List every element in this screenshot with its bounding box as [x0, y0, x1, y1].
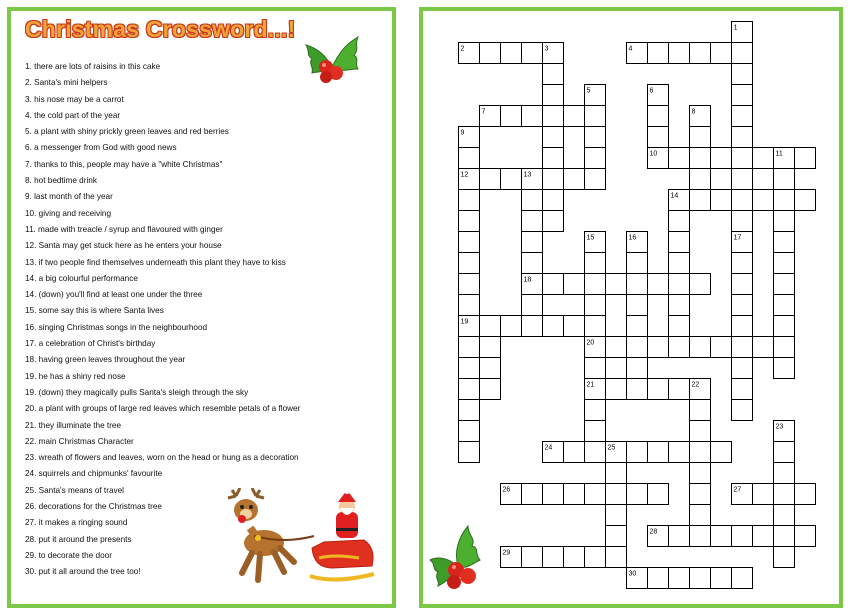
- grid-cell[interactable]: [585, 358, 606, 379]
- clue-item: 5. a plant with shiny prickly green leaves and red berries: [25, 127, 229, 137]
- clue-item: 19. (down) they magically pulls Santa's sleigh through the sky: [25, 387, 249, 397]
- grid-number: 24: [544, 444, 553, 452]
- grid-cell[interactable]: [795, 484, 816, 505]
- grid-cell[interactable]: [585, 421, 606, 442]
- grid-number: 20: [586, 339, 595, 347]
- grid-cell[interactable]: [732, 253, 753, 274]
- grid-cell[interactable]: [627, 295, 648, 316]
- grid-number: 30: [628, 570, 637, 578]
- grid-cell[interactable]: [564, 169, 585, 190]
- grid-cell[interactable]: [543, 274, 564, 295]
- grid-cell[interactable]: [585, 274, 606, 295]
- grid-cell[interactable]: [732, 169, 753, 190]
- grid-cell[interactable]: [543, 85, 564, 106]
- grid-cell[interactable]: [774, 463, 795, 484]
- grid-cell[interactable]: [774, 484, 795, 505]
- grid-cell[interactable]: [585, 547, 606, 568]
- clue-item: 18. having green leaves throughout the year: [25, 355, 186, 365]
- grid-cell[interactable]: [522, 295, 543, 316]
- grid-cell[interactable]: [543, 64, 564, 85]
- clue-item: 10. giving and receiving: [25, 208, 112, 218]
- grid-cell[interactable]: [480, 337, 501, 358]
- grid-number: 1: [733, 24, 738, 32]
- grid-number: 8: [691, 108, 696, 116]
- grid-cell[interactable]: [606, 463, 627, 484]
- grid-cell[interactable]: [753, 190, 774, 211]
- grid-number: 9: [460, 129, 465, 137]
- clue-item: 23. wreath of flowers and leaves, worn on the head or hung as a decoration: [25, 453, 299, 463]
- grid-cell[interactable]: [669, 211, 690, 232]
- grid-cell[interactable]: [711, 148, 732, 169]
- grid-cell[interactable]: [564, 274, 585, 295]
- clue-item: 7. thanks to this, people may have a "white Christmas": [25, 159, 223, 169]
- clue-item: 19. he has a shiny red nose: [25, 371, 126, 381]
- clue-item: 17. a celebration of Christ's birthday: [25, 339, 156, 349]
- grid-number: 12: [460, 171, 469, 179]
- grid-cell[interactable]: [480, 43, 501, 64]
- grid-cell[interactable]: [564, 547, 585, 568]
- grid-cell[interactable]: [543, 484, 564, 505]
- grid-cell[interactable]: [732, 211, 753, 232]
- grid-cell[interactable]: [543, 190, 564, 211]
- grid-cell[interactable]: [753, 148, 774, 169]
- grid-cell[interactable]: [774, 169, 795, 190]
- grid-cell[interactable]: [627, 274, 648, 295]
- grid-cell[interactable]: [732, 85, 753, 106]
- grid-cell[interactable]: [690, 337, 711, 358]
- grid-cell[interactable]: [774, 316, 795, 337]
- grid-cell[interactable]: [501, 43, 522, 64]
- grid-cell[interactable]: [648, 568, 669, 589]
- grid-cell[interactable]: [522, 232, 543, 253]
- grid-number: 10: [649, 150, 658, 158]
- grid-cell[interactable]: [732, 526, 753, 547]
- grid-number: 15: [586, 234, 595, 242]
- grid-cell[interactable]: [690, 190, 711, 211]
- grid-cell[interactable]: [774, 358, 795, 379]
- grid-cell[interactable]: [480, 379, 501, 400]
- clue-item: 22. main Christmas Character: [25, 436, 134, 446]
- grid-cell[interactable]: [774, 547, 795, 568]
- grid-cell[interactable]: [732, 379, 753, 400]
- grid-number: 17: [733, 234, 742, 242]
- grid-cell[interactable]: [459, 232, 480, 253]
- grid-cell[interactable]: [774, 337, 795, 358]
- grid-number: 23: [775, 423, 784, 431]
- grid-cell[interactable]: [522, 43, 543, 64]
- grid-cell[interactable]: [585, 442, 606, 463]
- grid-cell[interactable]: [606, 526, 627, 547]
- grid-cell[interactable]: [774, 526, 795, 547]
- clue-item: 1. there are lots of raisins in this cake: [25, 62, 161, 71]
- grid-cell[interactable]: [669, 442, 690, 463]
- grid-number: 29: [502, 549, 511, 557]
- grid-number: 13: [523, 171, 532, 179]
- clue-item: 15. some say this is where Santa lives: [25, 306, 164, 316]
- grid-cell[interactable]: [564, 106, 585, 127]
- grid-cell[interactable]: [480, 316, 501, 337]
- grid-cell[interactable]: [732, 337, 753, 358]
- grid-cell[interactable]: [753, 484, 774, 505]
- grid-cell[interactable]: [648, 442, 669, 463]
- grid-cell[interactable]: [795, 190, 816, 211]
- grid-cell[interactable]: [690, 463, 711, 484]
- grid-cell[interactable]: [648, 106, 669, 127]
- clue-item: 28. put it around the presents: [25, 534, 132, 544]
- grid-cell[interactable]: [669, 568, 690, 589]
- grid-number: 4: [628, 45, 633, 53]
- clue-item: 14. a big colourful performance: [25, 273, 138, 283]
- grid-cell[interactable]: [669, 526, 690, 547]
- grid-cell[interactable]: [480, 358, 501, 379]
- grid-cell[interactable]: [690, 148, 711, 169]
- grid-cell[interactable]: [690, 568, 711, 589]
- grid-cell[interactable]: [711, 337, 732, 358]
- grid-cell[interactable]: [606, 484, 627, 505]
- grid-cell[interactable]: [774, 211, 795, 232]
- grid-cell[interactable]: [627, 358, 648, 379]
- grid-cell[interactable]: [564, 484, 585, 505]
- grid-cell[interactable]: [690, 127, 711, 148]
- grid-cell[interactable]: [543, 148, 564, 169]
- grid-cell[interactable]: [690, 505, 711, 526]
- clue-item: 2. Santa's mini helpers: [25, 78, 108, 88]
- grid-cell[interactable]: [669, 232, 690, 253]
- grid-cell[interactable]: [732, 295, 753, 316]
- grid-cell[interactable]: [711, 442, 732, 463]
- grid-cell[interactable]: [459, 211, 480, 232]
- grid-cell[interactable]: [501, 106, 522, 127]
- grid-cell[interactable]: [669, 316, 690, 337]
- grid-cell[interactable]: [459, 442, 480, 463]
- grid-cell[interactable]: [606, 505, 627, 526]
- grid-cell[interactable]: [795, 148, 816, 169]
- grid-cell[interactable]: [690, 421, 711, 442]
- grid-cell[interactable]: [585, 127, 606, 148]
- grid-cell[interactable]: [501, 316, 522, 337]
- grid-cell[interactable]: [543, 127, 564, 148]
- clue-item: 20. a plant with groups of large red leaves which resemble petals of a flower: [25, 404, 301, 414]
- grid-cell[interactable]: [669, 295, 690, 316]
- grid-cell[interactable]: [585, 316, 606, 337]
- grid-cell[interactable]: [543, 106, 564, 127]
- grid-cell[interactable]: [627, 442, 648, 463]
- grid-cell[interactable]: [501, 169, 522, 190]
- grid-cell[interactable]: [774, 232, 795, 253]
- grid-cell[interactable]: [627, 484, 648, 505]
- grid-cell[interactable]: [459, 274, 480, 295]
- page-title: Christmas Crossword...!: [25, 16, 296, 42]
- grid-cell[interactable]: [627, 253, 648, 274]
- grid-cell[interactable]: [648, 484, 669, 505]
- grid-cell[interactable]: [690, 169, 711, 190]
- grid-cell[interactable]: [543, 211, 564, 232]
- grid-cell[interactable]: [669, 274, 690, 295]
- grid-cell[interactable]: [732, 64, 753, 85]
- grid-cell[interactable]: [648, 43, 669, 64]
- clue-item: 3. his nose may be a carrot: [25, 94, 124, 104]
- grid-cell[interactable]: [459, 190, 480, 211]
- grid-cell[interactable]: [606, 337, 627, 358]
- grid-number: 28: [649, 528, 658, 536]
- grid-number: 11: [775, 150, 783, 158]
- clue-item: 11. made with treacle / syrup and flavoured with ginger: [25, 224, 223, 234]
- grid-cell[interactable]: [585, 169, 606, 190]
- grid-number: 19: [460, 318, 469, 326]
- grid-cell[interactable]: [690, 442, 711, 463]
- grid-cell[interactable]: [522, 316, 543, 337]
- grid-cell[interactable]: [711, 568, 732, 589]
- grid-cell[interactable]: [480, 169, 501, 190]
- grid-cell[interactable]: [753, 526, 774, 547]
- grid-cell[interactable]: [627, 316, 648, 337]
- clue-item: 21. they illuminate the tree: [25, 420, 122, 430]
- grid-cell[interactable]: [543, 316, 564, 337]
- grid-number: 16: [628, 234, 637, 242]
- grid-cell[interactable]: [522, 211, 543, 232]
- grid-cell[interactable]: [648, 274, 669, 295]
- clue-item: 26. decorations for the Christmas tree: [25, 502, 162, 512]
- grid-cell[interactable]: [732, 274, 753, 295]
- grid-cell[interactable]: [690, 43, 711, 64]
- grid-cell[interactable]: [459, 379, 480, 400]
- grid-cell[interactable]: [564, 442, 585, 463]
- grid-cell[interactable]: [459, 421, 480, 442]
- grid-cell[interactable]: [732, 43, 753, 64]
- grid-number: 3: [544, 45, 549, 53]
- grid-cell[interactable]: [459, 253, 480, 274]
- clue-item: 6. a messenger from God with good news: [25, 143, 177, 153]
- clue-item: 8. hot bedtime drink: [25, 176, 97, 186]
- clue-item: 14. (down) you'll find at least one under the three: [25, 290, 203, 300]
- grid-number: 22: [691, 381, 700, 389]
- grid-cell[interactable]: [459, 295, 480, 316]
- grid-cell[interactable]: [459, 148, 480, 169]
- grid-number: 7: [481, 108, 486, 116]
- grid-number: 18: [523, 276, 532, 284]
- grid-cell[interactable]: [732, 148, 753, 169]
- grid-cell[interactable]: [732, 400, 753, 421]
- grid-cell[interactable]: [585, 400, 606, 421]
- grid-cell[interactable]: [543, 169, 564, 190]
- grid-cell[interactable]: [585, 148, 606, 169]
- grid-cell[interactable]: [732, 358, 753, 379]
- grid-cell[interactable]: [627, 337, 648, 358]
- grid-number: 5: [586, 87, 591, 95]
- grid-cell[interactable]: [711, 190, 732, 211]
- grid-cell[interactable]: [459, 400, 480, 421]
- grid-cell[interactable]: [690, 400, 711, 421]
- grid-cell[interactable]: [774, 190, 795, 211]
- grid-cell[interactable]: [732, 316, 753, 337]
- grid-cell[interactable]: [585, 253, 606, 274]
- clue-item: 24. squirrels and chipmunks' favourite: [25, 469, 163, 479]
- grid-cell[interactable]: [522, 253, 543, 274]
- grid-cell[interactable]: [459, 358, 480, 379]
- grid-cell[interactable]: [459, 337, 480, 358]
- grid-cell[interactable]: [732, 568, 753, 589]
- grid-cell[interactable]: [522, 484, 543, 505]
- grid-cell[interactable]: [522, 190, 543, 211]
- clue-item: 9. last month of the year: [25, 192, 113, 202]
- grid-number: 2: [460, 45, 465, 53]
- grid-cell[interactable]: [732, 106, 753, 127]
- grid-cell[interactable]: [669, 148, 690, 169]
- grid-cell[interactable]: [732, 190, 753, 211]
- clue-item: 16. singing Christmas songs in the neighbourhood: [25, 322, 208, 332]
- clue-item: 13. if two people find themselves underneath this plant they have to kiss: [25, 257, 286, 267]
- grid-cell[interactable]: [648, 379, 669, 400]
- clue-item: 27. it makes a ringing sound: [25, 518, 128, 528]
- grid-cell[interactable]: [690, 484, 711, 505]
- grid-cell[interactable]: [774, 295, 795, 316]
- clue-item: 25. Santa's means of travel: [25, 485, 124, 495]
- clue-item: 12. Santa may get stuck here as he enters your house: [25, 241, 222, 251]
- grid-cell[interactable]: [648, 337, 669, 358]
- grid-cell[interactable]: [669, 337, 690, 358]
- grid-cell[interactable]: [606, 379, 627, 400]
- grid-cell[interactable]: [606, 274, 627, 295]
- grid-cell[interactable]: [522, 547, 543, 568]
- grid-number: 25: [607, 444, 616, 452]
- grid-cell[interactable]: [795, 526, 816, 547]
- grid-cell[interactable]: [690, 526, 711, 547]
- grid-cell[interactable]: [690, 274, 711, 295]
- grid-cell[interactable]: [648, 127, 669, 148]
- grid-cell[interactable]: [732, 127, 753, 148]
- grid-cell[interactable]: [627, 379, 648, 400]
- clue-item: 29. to decorate the door: [25, 550, 112, 560]
- grid-cell[interactable]: [753, 337, 774, 358]
- grid-cell[interactable]: [774, 253, 795, 274]
- grid-number: 27: [733, 486, 742, 494]
- grid-cell[interactable]: [669, 253, 690, 274]
- grid-cell[interactable]: [711, 526, 732, 547]
- grid-cell[interactable]: [606, 547, 627, 568]
- grid-cell[interactable]: [774, 505, 795, 526]
- grid-cell[interactable]: [774, 274, 795, 295]
- clue-item: 30. put it all around the tree too!: [25, 567, 141, 577]
- grid-cell[interactable]: [543, 547, 564, 568]
- grid-cell[interactable]: [774, 442, 795, 463]
- grid-cell[interactable]: [585, 106, 606, 127]
- grid-number: 6: [649, 87, 654, 95]
- grid-cell[interactable]: [585, 295, 606, 316]
- grid-number: 21: [586, 381, 595, 389]
- grid-cell[interactable]: [669, 379, 690, 400]
- grid-cell[interactable]: [522, 106, 543, 127]
- clue-item: 4. the cold part of the year: [25, 110, 121, 120]
- grid-cell[interactable]: [564, 316, 585, 337]
- grid-number: 26: [502, 486, 511, 494]
- grid-number: 14: [670, 192, 679, 200]
- grid-cell[interactable]: [669, 43, 690, 64]
- grid-cell[interactable]: [711, 43, 732, 64]
- grid-cell[interactable]: [585, 484, 606, 505]
